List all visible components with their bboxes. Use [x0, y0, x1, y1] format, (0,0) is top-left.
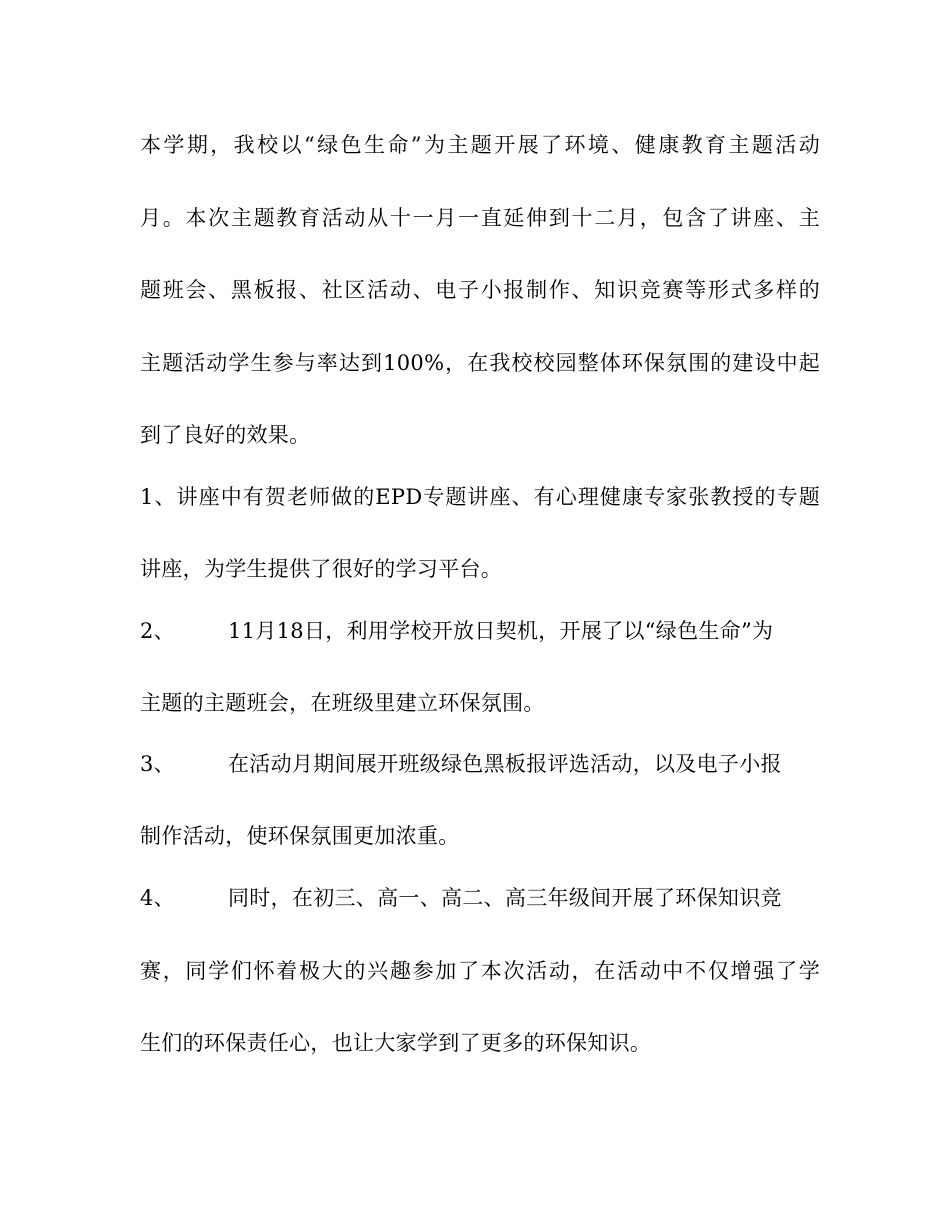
item-4-line-3: 生们的环保责任心，也让大家学到了更多的环保知识。	[140, 1031, 652, 1055]
item-3-text: 在活动月期间展开班级绿色黑板报评选活动，以及电子小报	[228, 752, 782, 776]
item-4-line-1	[140, 884, 820, 912]
item-3-line-1	[140, 750, 820, 778]
item-3-number: 3、	[140, 752, 175, 776]
item-2-line-1	[140, 617, 820, 645]
item-4-line-2: 赛，同学们怀着极大的兴趣参加了本次活动，在活动中不仅增强了学	[140, 959, 820, 983]
item-2-number: 2、	[140, 619, 175, 643]
item-1-line-1: 1、讲座中有贺老师做的EPD专题讲座、有心理健康专家张教授的专题	[140, 485, 820, 509]
intro-line-5: 到了良好的效果。	[140, 423, 311, 447]
intro-line-2: 月。本次主题教育活动从十一月一直延伸到十二月，包含了讲座、主	[140, 206, 820, 230]
item-2-text: 11月18日，利用学校开放日契机，开展了以“绿色生命”为	[228, 619, 774, 643]
item-2-line-2: 主题的主题班会，在班级里建立环保氛围。	[140, 691, 545, 715]
item-3-line-2: 制作活动，使环保氛围更加浓重。	[140, 824, 460, 848]
item-1-line-2: 讲座，为学生提供了很好的学习平台。	[140, 557, 503, 581]
intro-line-4: 主题活动学生参与率达到100%，在我校校园整体环保氛围的建设中起	[140, 351, 820, 375]
intro-line-1: 本学期，我校以“绿色生命”为主题开展了环境、健康教育主题活动	[140, 133, 820, 157]
item-4-text: 同时，在初三、高一、高二、高三年级间开展了环保知识竞	[228, 886, 782, 910]
item-4-number: 4、	[140, 886, 175, 910]
intro-line-3: 题班会、黑板报、社区活动、电子小报制作、知识竞赛等形式多样的	[140, 278, 820, 302]
